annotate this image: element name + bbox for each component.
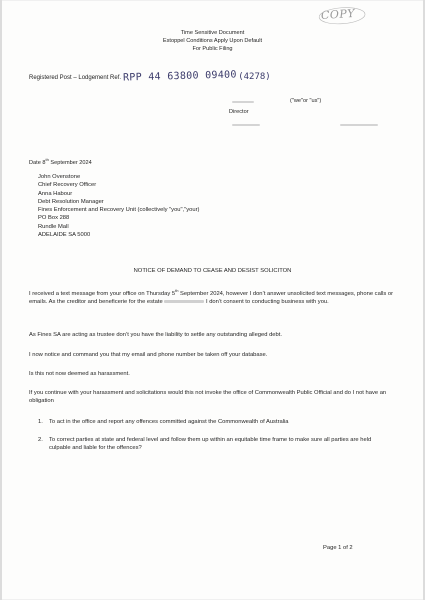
header-line-1: Time Sensitive Document	[180, 30, 245, 36]
redacted-sender-name	[232, 101, 254, 103]
addressee-line: John Ovenstone	[38, 174, 81, 180]
addressee-line: Anna Habour	[38, 190, 73, 197]
addressee-line: Chief Recovery Officer	[38, 182, 97, 189]
redacted-address-2	[340, 124, 378, 126]
lodgement-ref-extra: (4278)	[238, 72, 271, 82]
addressee-line: Fines Enforcement and Recovery Unit (collectively "you","your)	[38, 207, 200, 214]
list-item-text: To correct parties at state and federal level and follow them up within an equitable time frame to make sure all parties are held culpable and liable for the offences?	[49, 437, 372, 452]
registered-post-line	[29, 71, 271, 82]
header-line-2: Estoppel Conditions Apply Upon Default	[162, 38, 263, 44]
addressee-block	[38, 173, 199, 239]
page-number: Page 1 of 2	[323, 545, 353, 551]
p1-text-c: I don’t consent to conducting business with you.	[205, 299, 329, 306]
list-item-number: 1.	[38, 419, 43, 425]
list-item-text: To act in the office and report any offences committed against the Commonwealth of Australia	[49, 419, 289, 425]
addressee-line: PO Box 288	[38, 215, 70, 222]
paragraph-database: I now notice and command you that my email and phone number be taken off your database.	[29, 352, 268, 358]
date-suffix: September 2024	[48, 159, 92, 166]
lodgement-ref-handwritten: RPP 44 63800 09400	[122, 69, 237, 84]
date-ordinal: th	[45, 157, 49, 162]
list-item	[38, 418, 398, 428]
date-prefix: Date 8	[29, 159, 46, 166]
list-item-number: 2.	[38, 437, 43, 443]
addressee-line: ADELAIDE SA 5000	[38, 232, 91, 239]
p1-text-b: September 2024, however I don’t answer unsolicited text messages, phone calls or emails. As the creditor and beneficerie for the estate	[29, 290, 394, 306]
addressee-line: Debt Resolution Manager	[38, 198, 104, 205]
sender-role: Director	[229, 109, 249, 115]
paragraph-received-text	[29, 287, 399, 306]
addressee-line: Rundle Mall	[38, 223, 69, 230]
stamp-outline-icon	[318, 5, 369, 28]
paragraph-public-official: If you continue with your harassment and solicitations would this not invoke the office of Commonwealth Public Official and do I not have an obligation	[29, 390, 387, 405]
notice-title: NOTICE OF DEMAND TO CEASE AND DESIST SOLICITON	[133, 268, 292, 274]
registered-post-label: Registered Post – Lodgement Ref.	[29, 75, 122, 81]
sender-we-us: ("we"or "us")	[290, 98, 322, 104]
copy-stamp-text: COPY	[320, 6, 356, 23]
p1-text-a: I received a text message from your office on Thursday 5	[29, 290, 176, 297]
redacted-estate-name	[164, 300, 204, 303]
scan-edge-left	[0, 0, 2, 600]
list-item	[38, 436, 398, 454]
header-line-3: For Public Filing	[192, 46, 233, 52]
copy-handwritten-stamp	[321, 7, 356, 22]
paragraph-harassment: Is this not now deemed as harassment.	[29, 371, 130, 377]
letter-date	[29, 156, 92, 167]
redacted-address-1	[232, 124, 260, 126]
p1-ordinal: th	[175, 288, 179, 293]
paragraph-trustee: As Fines SA are acting as trustee don’t you have the liability to settle any outstanding alleged debt.	[29, 332, 282, 338]
